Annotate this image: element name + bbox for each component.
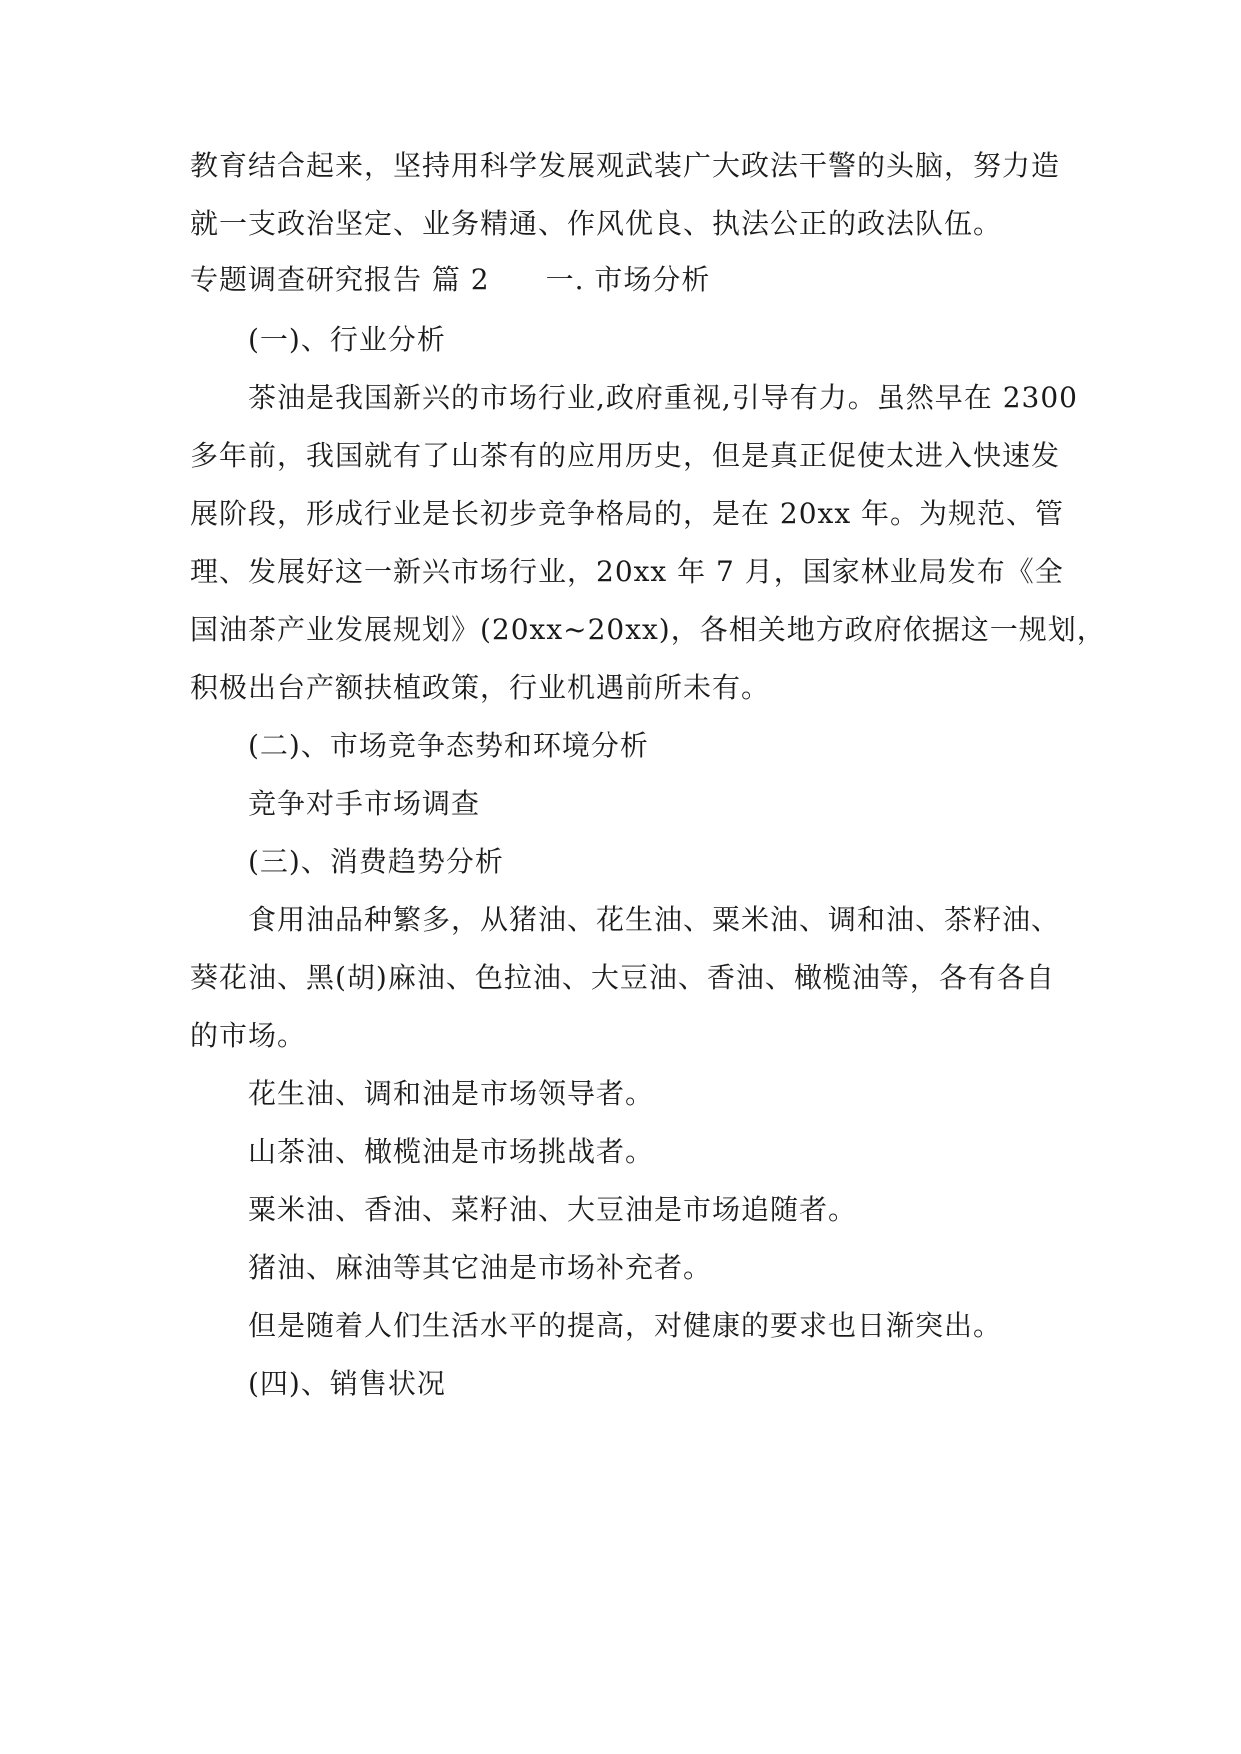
subheading-consumption: (三)、消费趋势分析 — [248, 845, 504, 878]
subheading-sales: (四)、销售状况 — [248, 1367, 446, 1400]
paragraph-line: 多年前，我国就有了山茶有的应用历史，但是真正促使太进入快速发 — [190, 439, 1061, 472]
paragraph-line: 猪油、麻油等其它油是市场补充者。 — [248, 1251, 713, 1284]
section-heading — [190, 260, 1090, 300]
paragraph-line: 竞争对手市场调查 — [248, 787, 481, 820]
paragraph-line: 茶油是我国新兴的市场行业,政府重视,引导有力。虽然早在 2300 — [248, 381, 1078, 414]
paragraph-line: 展阶段，形成行业是长初步竞争格局的，是在 20xx 年。为规范、管 — [190, 497, 1065, 530]
text-line-2: 就一支政治坚定、业务精通、作风优良、执法公正的政法队伍。 — [190, 207, 1003, 240]
paragraph-line: 理、发展好这一新兴市场行业，20xx 年 7 月，国家林业局发布《全 — [190, 555, 1064, 588]
report-title: 专题调查研究报告 篇 2 — [190, 263, 490, 296]
paragraph-line: 食用油品种繁多，从猪油、花生油、粟米油、调和油、茶籽油、 — [248, 903, 1061, 936]
paragraph-line: 粟米油、香油、菜籽油、大豆油是市场追随者。 — [248, 1193, 858, 1226]
text-line-1: 教育结合起来，坚持用科学发展观武装广大政法干警的头脑，努力造 — [190, 149, 1061, 182]
paragraph-line: 葵花油、黑(胡)麻油、色拉油、大豆油、香油、橄榄油等，各有各自 — [190, 961, 1055, 994]
paragraph-line: 但是随着人们生活水平的提高，对健康的要求也日渐突出。 — [248, 1309, 1003, 1342]
subheading-industry: (一)、行业分析 — [248, 323, 446, 356]
subheading-competition: (二)、市场竞争态势和环境分析 — [248, 729, 649, 762]
paragraph-line: 花生油、调和油是市场领导者。 — [248, 1077, 655, 1110]
paragraph-line: 积极出台产额扶植政策，行业机遇前所未有。 — [190, 671, 771, 704]
paragraph-line: 山茶油、橄榄油是市场挑战者。 — [248, 1135, 655, 1168]
paragraph-line: 国油茶产业发展规划》(20xx~20xx)，各相关地方政府依据这一规划， — [190, 613, 1106, 646]
market-analysis-heading: 一. 市场分析 — [545, 263, 711, 296]
paragraph-line: 的市场。 — [190, 1019, 307, 1052]
